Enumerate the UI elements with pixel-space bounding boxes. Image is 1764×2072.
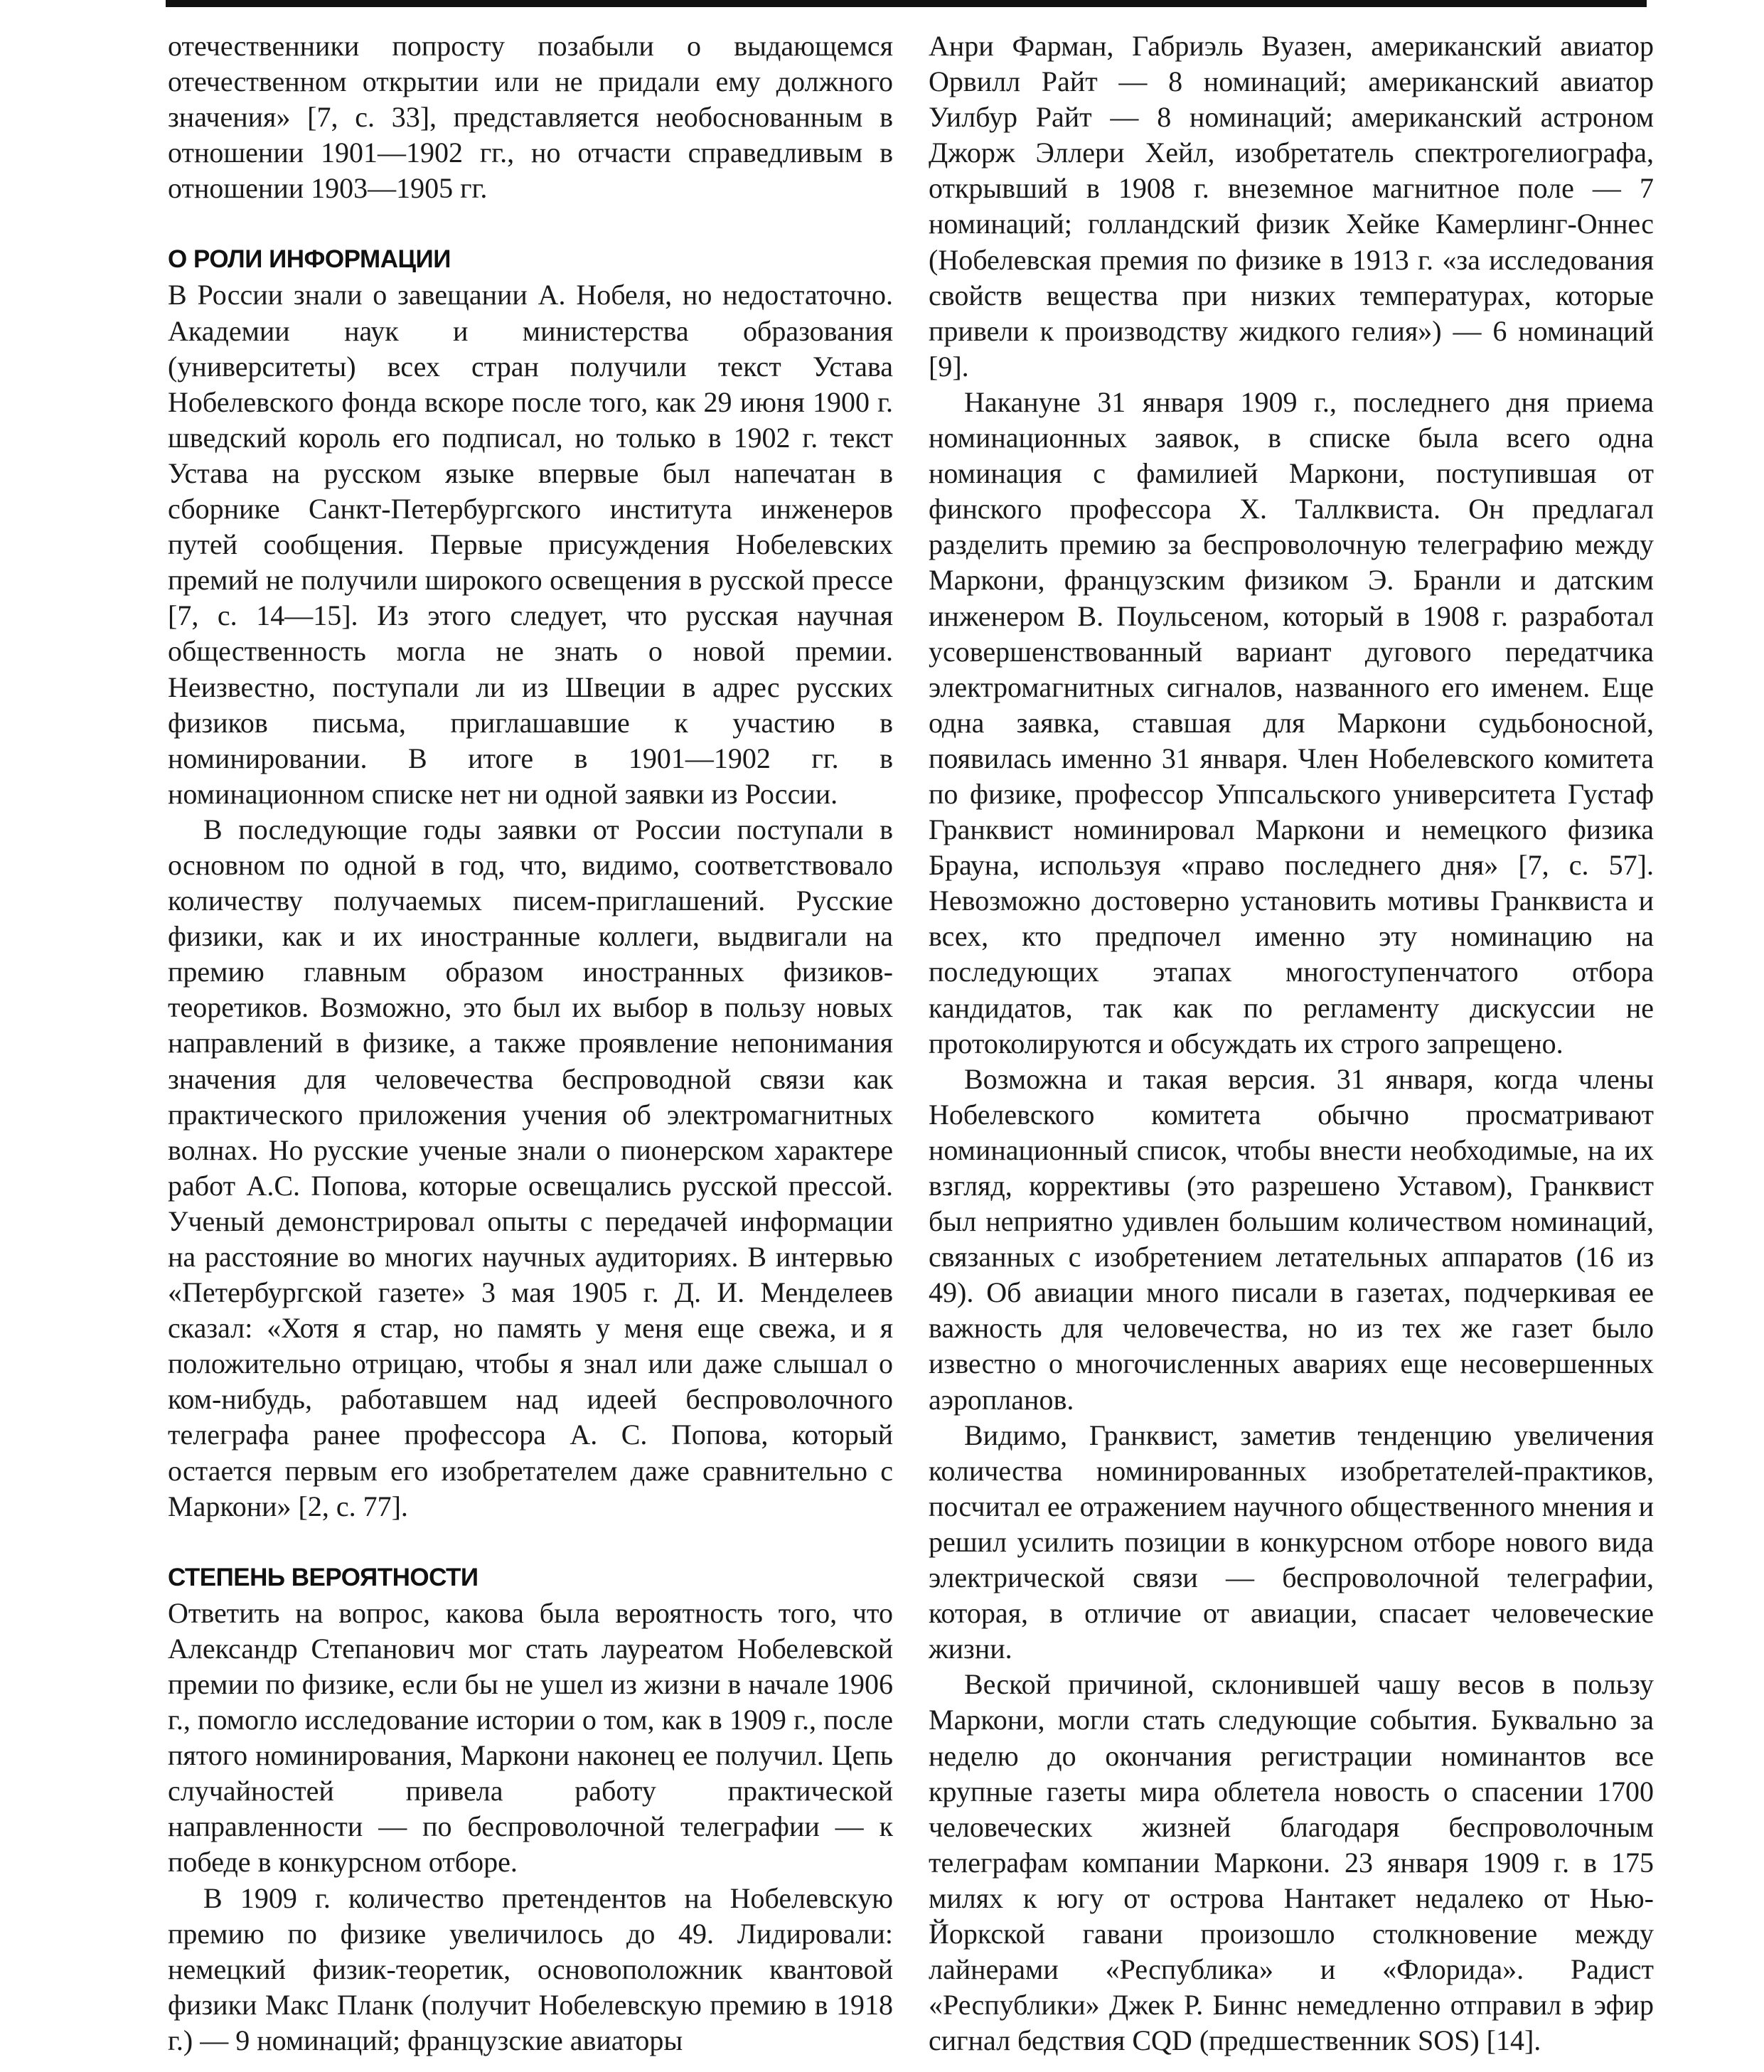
paragraph-continued: Анри Фарман, Габриэль Вуазен, американский авиатор Орвилл Райт — 8 номинаций; американский авиатор Уилбур Райт — 8 номинаций; американский астроном Джорж Эллери Хейл, изобретатель спектрогелиографа, открывший в 1908 г. внеземное магнитное поле — 7 номинаций; голландский физик Хейке Камерлинг-Оннес (Нобелевская премия по физике в 1913 г. «за исследования свойств вещества при низких температурах, которые привели к производству жидкого гелия») — 6 номинаций [9].: [929, 30, 1654, 383]
heading-information-role: О РОЛИ ИНФОРМАЦИИ: [168, 245, 451, 274]
top-rule: [166, 0, 1647, 7]
left-column: [168, 28, 893, 2058]
paragraph-version: Возможна и такая версия. 31 января, когда члены Нобелевского комитета обычно просматривают номинационный список, чтобы внести необходимые, на их взгляд, коррективы (это разрешено Уставом), Гранквист был неприятно удивлен большим количеством номинаций, связанных с изобретением летательных аппаратов (16 из 49). Об авиации много писали в газетах, подчеркивая ее важность для человечества, но из тех же газет было известно о многочисленных авариях еще несовершенных аэропланов.: [929, 1062, 1654, 1416]
section-gap: [168, 206, 893, 242]
paragraph-information-1: В России знали о завещании А. Нобеля, но недостаточно. Академии наук и министерства образования (университеты) всех стран получили текст Устава Нобелевского фонда вскоре после того, как 29 июня 1900 г. шведский король его подписал, но только в 1902 г. текст Устава на русском языке впервые был напечатан в сборнике Санкт-Петербургского института инженеров путей сообщения. Первые присуждения Нобелевских премий не получили широкого освещения в русской прессе [7, с. 14—15]. Из этого следует, что русская научная общественность могла не знать о новой премии. Неизвестно, поступали ли из Швеции в адрес русских физиков письма, приглашавшие к участию в номинировании. В итоге в 1901—1902 гг. в номинационном списке нет ни одной заявки из России.: [168, 279, 893, 810]
paragraph-trend: Видимо, Гранквист, заметив тенденцию увеличения количества номинированных изобретателей-практиков, посчитал ее отражением научного общественного мнения и решил усилить позиции в конкурсном отборе нового вида электрической связи — беспроволочной телеграфии, которая, в отличие от авиации, спасает человеческие жизни.: [929, 1419, 1654, 1665]
right-column: [929, 28, 1654, 2058]
paragraph-continued: отечественники попросту позабыли о выдающемся отечественном открытии или не придали ему должного значения» [7, с. 33], представляется необоснованным в отношении 1901—1902 гг., но отчасти справедливым в отношении 1903—1905 гг.: [168, 30, 893, 205]
paragraph-eve-of-deadline: Накануне 31 января 1909 г., последнего дня приема номинационных заявок, в списке была всего одна номинация с фамилией Маркони, поступившая от финского профессора Х. Таллквиста. Он предлагал разделить премию за беспроволочную телеграфию между Маркони, французским физиком Э. Бранли и датским инженером В. Поульсеном, который в 1908 г. разработал усовершенствованный вариант дугового передатчика электромагнитных сигналов, названного его именем. Еще одна заявка, ставшая для Маркони судьбоносной, появилась именно 31 января. Член Нобелевского комитета по физике, профессор Уппсальского университета Густаф Гранквист номинировал Маркони и немецкого физика Брауна, используя «право последнего дня» [7, с. 57]. Невозможно достоверно установить мотивы Гранквиста и всех, кто предпочел именно эту номинацию на последующих этапах многоступенчатого отбора кандидатов, так как по регламенту дискуссии не протоколируются и обсуждать их строго запрещено.: [929, 385, 1654, 1059]
paragraph-probability-1: Ответить на вопрос, какова была вероятность того, что Александр Степанович мог стать лауреатом Нобелевской премии по физике, если бы не ушел из жизни в начале 1906 г., помогло исследование истории о том, как в 1909 г., после пятого номинирования, Маркони наконец ее получил. Цепь случайностей привела работу практической направленности — по беспроволочной телеграфии — к победе в конкурсном отборе.: [168, 1596, 893, 1879]
paragraph-reason: Веской причиной, склонившей чашу весов в пользу Маркони, могли стать следующие события. Буквально за неделю до окончания регистрации номинантов все крупные газеты мира облетела новость о спасении 1700 человеческих жизней благодаря беспроволочным телеграфам компании Маркони. 23 января 1909 г. в 175 милях к югу от острова Нантакет недалеко от Нью-Йоркской гавани произошло столкновение между лайнерами «Республика» и «Флорида». Радист «Республики» Джек Р. Биннс немедленно отправил в эфир сигнал бедствия CQD (предшественник SOS) [14].: [929, 1668, 1654, 2057]
paragraph-information-2: В последующие годы заявки от России поступали в основном по одной в год, что, видимо, соответствовало количеству получаемых писем-приглашений. Русские физики, как и их иностранные коллеги, выдвигали на премию главным образом иностранных физиков-теоретиков. Возможно, это был их выбор в пользу новых направлений в физике, а также проявление непонимания значения для человечества беспроводной связи как практического приложения учения об электромагнитных волнах. Но русские ученые знали о пионерском характере работ А.С. Попова, которые освещались русской прессой. Ученый демонстрировал опыты с передачей информации на расстояние во многих научных аудиториях. В интервью «Петербургской газете» 3 мая 1905 г. Д. И. Менделеев сказал: «Хотя я стар, но память у меня еще свежа, и я положительно отрицаю, чтобы я знал или даже слышал о ком-нибудь, работавшем над идеей беспроволочного телеграфа ранее профессора А. С. Попова, который остается первым его изобретателем даже сравнительно с Маркони» [2, с. 77].: [168, 813, 893, 1522]
paragraph-probability-2: В 1909 г. количество претендентов на Нобелевскую премию по физике увеличилось до 49. Лидировали: немецкий физик-теоретик, основоположник квантовой физики Макс Планк (получит Нобелевскую премию в 1918 г.) — 9 номинаций; французские авиаторы: [168, 1881, 893, 2056]
heading-probability: СТЕПЕНЬ ВЕРОЯТНОСТИ: [168, 1563, 479, 1591]
section-gap: [168, 1524, 893, 1560]
